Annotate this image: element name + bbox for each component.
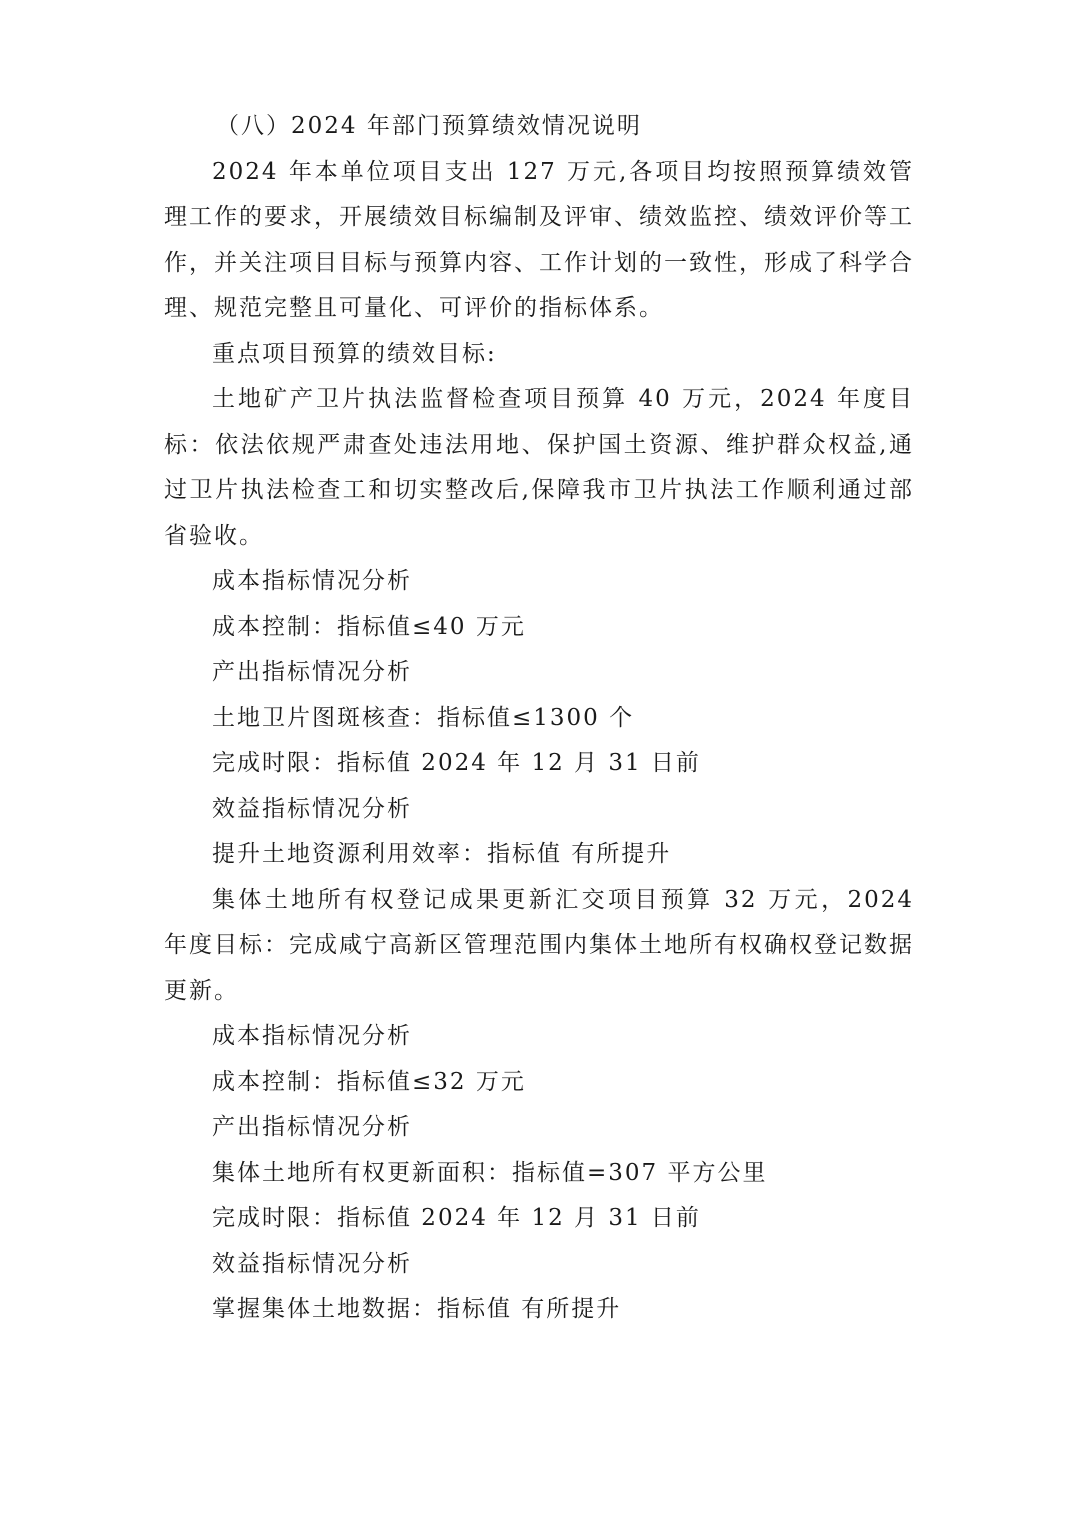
paragraph-output-item-1: 土地卫片图斑核查：指标值≤1300 个 [212, 704, 635, 731]
paragraph-output-item-2: 集体土地所有权更新面积：指标值=307 平方公里 [212, 1159, 768, 1186]
paragraph-project-1: 土地矿产卫片执法监督检查项目预算 40 万元，2024 年度目标：依法依规严肃查处违法用地、保护国土资源、维护群众权益,通过卫片执法检查工和切实整改后,保障我市卫片执法工作顺利通过部省验收。 [164, 386, 914, 549]
document-body [164, 104, 914, 1333]
paragraph-project-2: 集体土地所有权登记成果更新汇交项目预算 32 万元，2024 年度目标：完成咸宁高新区管理范围内集体土地所有权确权登记数据更新。 [164, 886, 914, 1004]
paragraph-deadline-1: 完成时限：指标值 2024 年 12 月 31 日前 [212, 750, 701, 776]
paragraph-benefit-item-2: 掌握集体土地数据：指标值 有所提升 [212, 1296, 622, 1322]
paragraph-cost-control-1: 成本控制：指标值≤40 万元 [212, 613, 526, 640]
paragraph-deadline-2: 完成时限：指标值 2024 年 12 月 31 日前 [212, 1205, 701, 1231]
paragraph-benefit-item-1: 提升土地资源利用效率：指标值 有所提升 [212, 841, 672, 867]
paragraph-summary: 2024 年本单位项目支出 127 万元,各项目均按照预算绩效管理工作的要求，开展绩效目标编制及评审、绩效监控、绩效评价等工作，并关注项目目标与预算内容、工作计划的一致性，形成了科学合理、规范完整且可量化、可评价的指标体系。 [164, 158, 914, 321]
section-heading: （八）2024 年部门预算绩效情况说明 [216, 113, 642, 139]
paragraph-benefit-analysis-2: 效益指标情况分析 [212, 1250, 412, 1277]
paragraph-key-goals-title: 重点项目预算的绩效目标: [212, 340, 497, 367]
paragraph-output-analysis-2: 产出指标情况分析 [212, 1114, 412, 1140]
paragraph-cost-control-2: 成本控制：指标值≤32 万元 [212, 1068, 526, 1095]
paragraph-cost-analysis-1: 成本指标情况分析 [212, 568, 412, 594]
paragraph-benefit-analysis-1: 效益指标情况分析 [212, 795, 412, 822]
paragraph-output-analysis-1: 产出指标情况分析 [212, 659, 412, 685]
paragraph-cost-analysis-2: 成本指标情况分析 [212, 1023, 412, 1049]
